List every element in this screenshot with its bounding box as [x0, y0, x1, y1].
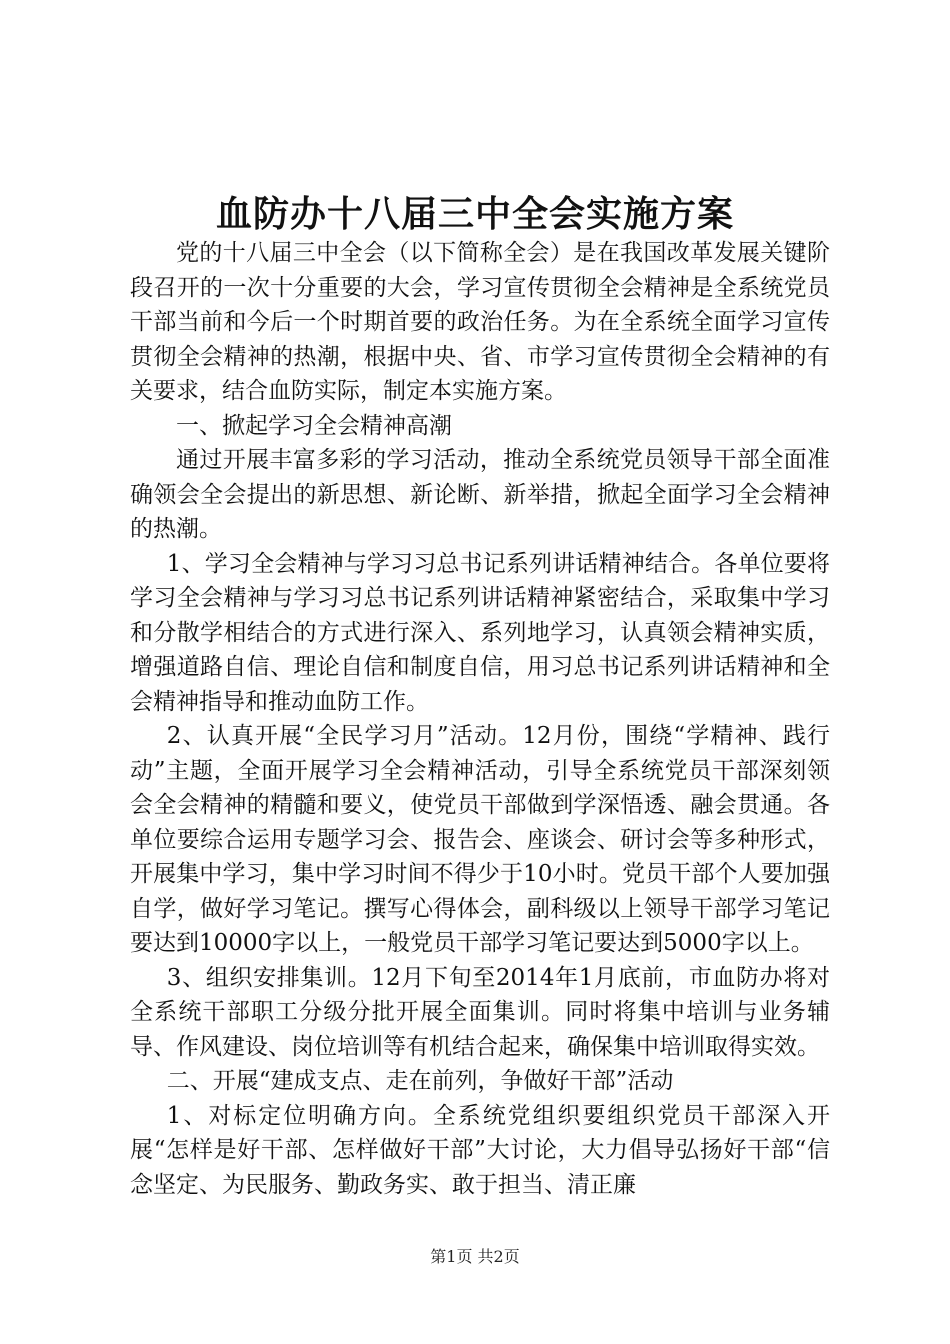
section-heading-1: 一、掀起学习全会精神高潮	[176, 412, 452, 439]
item-3-paragraph: 3、组织安排集训。12月下旬至2014年1月底前，市血防办将对全系统干部职工分级分批开展全面集训。同时将集中培训与业务辅导、作风建设、岗位培训等有机结合起来，确保集中培训取得实效。	[130, 964, 830, 1060]
page-footer: 第1页 共2页	[430, 1247, 520, 1266]
item-1-paragraph: 1、学习全会精神与学习习总书记系列讲话精神结合。各单位要将学习全会精神与学习习总书记系列讲话精神紧密结合，采取集中学习和分散学相结合的方式进行深入、系列地学习，认真领会精神实质，增强道路自信、理论自信和制度自信，用习总书记系列讲话精神和全会精神指导和推动血防工作。	[130, 550, 830, 715]
intro-paragraph: 党的十八届三中全会（以下简称全会）是在我国改革发展关键阶段召开的一次十分重要的大会，学习宣传贯彻全会精神是全系统党员干部当前和今后一个时期首要的政治任务。为在全系统全面学习宣传贯彻全会精神的热潮，根据中央、省、市学习宣传贯彻全会精神的有关要求，结合血防实际，制定本实施方案。	[130, 240, 830, 404]
section-heading-2: 二、开展“建成支点、走在前列，争做好干部”活动	[166, 1068, 674, 1094]
section-2-item-1-paragraph: 1、对标定位明确方向。全系统党组织要组织党员干部深入开展“怎样是好干部、怎样做好干部”大讨论，大力倡导弘扬好干部“信念坚定、为民服务、勤政务实、敢于担当、清正廉	[130, 1102, 830, 1198]
section-1-paragraph: 通过开展丰富多彩的学习活动，推动全系统党员领导干部全面准确领会全会提出的新思想、新论断、新举措，掀起全面学习全会精神的热潮。	[130, 447, 830, 542]
document-body	[130, 236, 830, 1202]
document-title: 血防办十八届三中全会实施方案	[215, 193, 734, 235]
item-2-paragraph: 2、认真开展“全民学习月”活动。12月份，围绕“学精神、践行动”主题，全面开展学习全会精神活动，引导全系统党员干部深刻领会全会精神的精髓和要义，使党员干部做到学深悟透、融会贯通。各单位要综合运用专题学习会、报告会、座谈会、研讨会等多种形式，开展集中学习，集中学习时间不得少于10小时。党员干部个人要加强自学，做好学习笔记。撰写心得体会，副科级以上领导干部学习笔记要达到10000字以上，一般党员干部学习笔记要达到5000字以上。	[130, 723, 830, 956]
